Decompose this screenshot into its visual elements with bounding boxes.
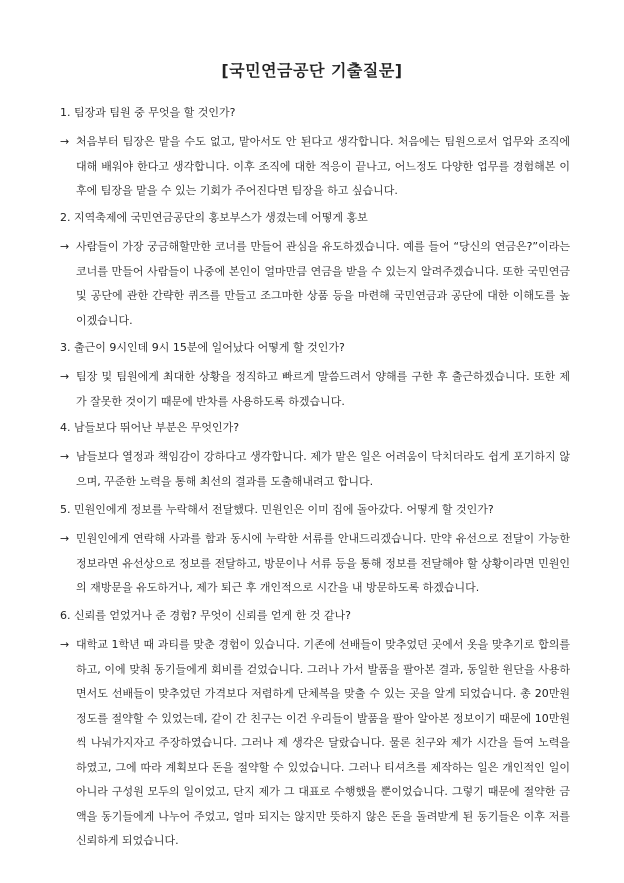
answer-4	[60, 445, 570, 494]
answer-2-text: 사람들이 가장 궁금해할만한 코너를 만들어 관심을 유도하겠습니다. 예를 들어 “당신의 연금은?”이라는 코너를 만들어 사람들이 나중에 본인이 얼마만큼 연금을 받을 수 있는지 알려주겠습니다. 또한 국민연금 및 공단에 관한 간략한 퀴즈를 만들고 조그마한 상품 등을 마련해 국민연금과 공단에 대한 이해도를 높이겠습니다.	[76, 240, 570, 327]
question-6: 6. 신뢰를 얻었거나 준 경험? 무엇이 신뢰를 얻게 한 것 같나?	[60, 609, 351, 622]
qa-item-3	[60, 339, 570, 414]
arrow-icon: →	[60, 450, 70, 463]
page-title: [국민연금공단 기출질문]	[221, 61, 403, 80]
answer-5	[60, 527, 570, 601]
answer-4-text: 남들보다 열정과 책임감이 강하다고 생각합니다. 제가 맡은 일은 어려움이 닥치더라도 쉽게 포기하지 않으며, 꾸준한 노력을 통해 최선의 결과를 도출해내려고 합니다.	[76, 450, 570, 488]
arrow-icon: →	[60, 532, 70, 545]
question-5: 5. 민원인에게 정보를 누락해서 전달했다. 민원인은 이미 집에 돌아갔다. 어떻게 할 것인가?	[60, 503, 494, 516]
qa-item-5	[60, 501, 570, 601]
qa-item-4	[60, 419, 570, 494]
answer-3-text: 팀장 및 팀원에게 최대한 상황을 정직하고 빠르게 말씀드려서 양해를 구한 후 출근하겠습니다. 또한 제가 잘못한 것이기 때문에 반차를 사용하도록 하겠습니다.	[76, 370, 570, 408]
arrow-icon: →	[60, 135, 70, 148]
question-4: 4. 남들보다 뛰어난 부분은 무엇인가?	[60, 421, 240, 434]
arrow-icon: →	[60, 638, 70, 651]
answer-1	[60, 130, 570, 204]
qa-item-6	[60, 607, 570, 854]
answer-2	[60, 235, 570, 333]
arrow-icon: →	[60, 240, 70, 253]
answer-6	[60, 633, 570, 854]
question-2: 2. 지역축제에 국민연금공단의 홍보부스가 생겼는데 어떻게 홍보	[60, 211, 368, 224]
answer-3	[60, 365, 570, 414]
answer-1-text: 처음부터 팀장은 맡을 수도 없고, 맡아서도 안 된다고 생각합니다. 처음에는 팀원으로서 업무와 조직에 대해 배워야 한다고 생각합니다. 이후 조직에 대한 적응이 끝나고, 어느정도 다양한 업무를 경험해본 이후에 팀장을 맡을 수 있는 기회가 주어진다면 팀장을 하고 싶습니다.	[76, 135, 570, 197]
question-3: 3. 출근이 9시인데 9시 15분에 일어났다 어떻게 할 것인가?	[60, 341, 345, 354]
qa-item-2	[60, 209, 570, 333]
arrow-icon: →	[60, 370, 70, 383]
question-1: 1. 팀장과 팀원 중 무엇을 할 것인가?	[60, 106, 236, 119]
answer-6-text: 대학교 1학년 때 과티를 맞춘 경험이 있습니다. 기존에 선배들이 맞추었던 곳에서 옷을 맞추기로 합의를 하고, 이에 맞춰 동기들에게 회비를 걷었습니다. 그러나 가서 발품을 팔아본 결과, 동일한 원단을 사용하면서도 선배들이 맞추었던 가격보다 저렴하게 단체복을 맞출 수 있는 곳을 알게 되었습니다. 총 20만원 정도를 절약할 수 있었는데, 같이 간 친구는 이건 우리들이 발품을 팔아 알아본 정보이기 때문에 10만원씩 나눠가지자고 주장하였습니다. 그러나 제 생각은 달랐습니다. 물론 친구와 제가 시간을 들여 노력을 하였고, 그에 따라 계획보다 돈을 절약할 수 있었습니다. 그러나 티셔츠를 제작하는 일은 개인적인 일이 아니라 구성원 모두의 일이었고, 단지 제가 그 대표로 수행했을 뿐이었습니다. 그렇기 때문에 절약한 금액을 동기들에게 나누어 주었고, 얼마 되지는 않지만 뜻하지 않은 돈을 돌려받게 된 동기들은 이후 저를 신뢰하게 되었습니다.	[76, 638, 570, 847]
qa-item-1	[60, 104, 570, 204]
answer-5-text: 민원인에게 연락해 사과를 함과 동시에 누락한 서류를 안내드리겠습니다. 만약 유선으로 전달이 가능한 정보라면 유선상으로 정보를 전달하고, 방문이나 서류 등을 통해 정보를 전달해야 할 상황이라면 민원인의 재방문을 유도하거나, 제가 퇴근 후 개인적으로 시간을 내 방문하도록 하겠습니다.	[76, 532, 570, 594]
